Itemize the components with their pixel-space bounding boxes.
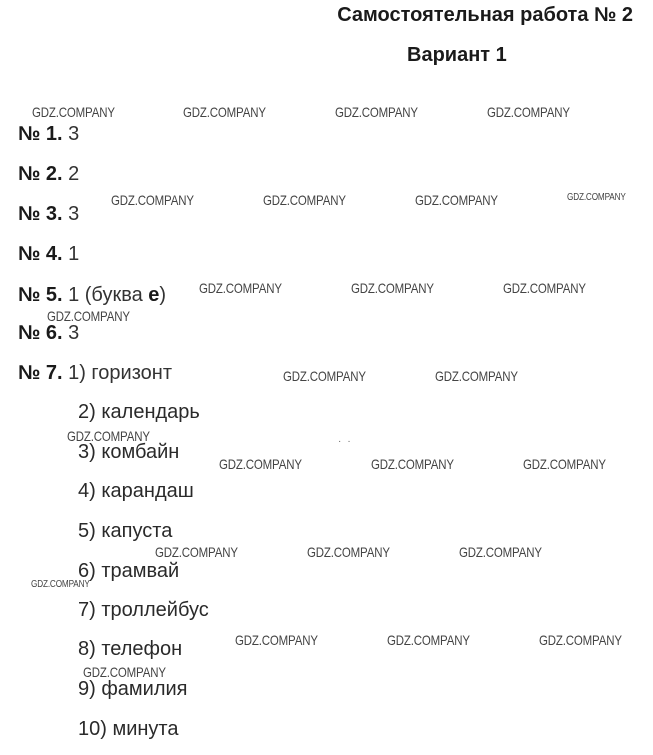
answer-value: 3 xyxy=(68,322,80,344)
watermark: GDZ.COMPANY xyxy=(567,192,626,203)
answer-number: № 2. xyxy=(18,163,63,185)
word-item: 8) телефон xyxy=(78,638,183,660)
watermark: GDZ.COMPANY xyxy=(263,192,346,208)
word-item: 3) комбайн xyxy=(78,441,180,463)
answer-value: 3 xyxy=(68,203,80,225)
watermark: GDZ.COMPANY xyxy=(155,544,238,560)
watermark: GDZ.COMPANY xyxy=(523,456,606,472)
watermark: GDZ.COMPANY xyxy=(83,664,166,680)
page-title: Самостоятельная работа № 2 xyxy=(337,4,633,26)
watermark: GDZ.COMPANY xyxy=(351,280,434,296)
watermark: GDZ.COMPANY xyxy=(219,456,302,472)
watermark: GDZ.COMPANY xyxy=(235,632,318,648)
watermark: GDZ.COMPANY xyxy=(183,104,266,120)
watermark: GDZ.COMPANY xyxy=(415,192,498,208)
answer-2 xyxy=(18,163,79,186)
watermark: GDZ.COMPANY xyxy=(47,308,130,324)
answer-5 xyxy=(18,284,166,307)
answer-number: № 6. xyxy=(18,322,63,344)
answer-number: № 7. xyxy=(18,362,63,384)
word-item: 4) карандаш xyxy=(78,480,194,502)
word-item: 5) капуста xyxy=(78,520,173,542)
word-item: 10) минута xyxy=(78,718,179,740)
watermark: GDZ.COMPANY xyxy=(111,192,194,208)
answer-value: 1 xyxy=(68,243,80,265)
answer-number: № 5. xyxy=(18,284,63,306)
answer-value: 2 xyxy=(68,163,80,185)
watermark: GDZ.COMPANY xyxy=(387,632,470,648)
word-item: 2) календарь xyxy=(78,401,200,423)
watermark: GDZ.COMPANY xyxy=(335,104,418,120)
word-item: 9) фамилия xyxy=(78,678,188,700)
watermark: GDZ.COMPANY xyxy=(539,632,622,648)
watermark: GDZ.COMPANY xyxy=(459,544,542,560)
watermark: GDZ.COMPANY xyxy=(503,280,586,296)
answer-value: 1) горизонт xyxy=(68,362,172,384)
watermark: GDZ.COMPANY xyxy=(435,368,518,384)
variant-title: Вариант 1 xyxy=(407,44,507,66)
answer-1 xyxy=(18,123,79,146)
watermark: GDZ.COMPANY xyxy=(32,104,115,120)
answer-value: 3 xyxy=(68,123,80,145)
watermark: GDZ.COMPANY xyxy=(283,368,366,384)
answer-value-suffix: ) xyxy=(159,284,167,306)
word-item: 7) троллейбус xyxy=(78,599,209,621)
answer-3 xyxy=(18,203,79,226)
answer-7 xyxy=(18,362,172,385)
answer-number: № 1. xyxy=(18,123,63,145)
answer-number: № 4. xyxy=(18,243,63,265)
watermark: GDZ.COMPANY xyxy=(199,280,282,296)
watermark: GDZ.COMPANY xyxy=(67,428,150,444)
watermark: GDZ.COMPANY xyxy=(31,579,90,590)
answer-value-letter: е xyxy=(148,284,160,306)
answer-number: № 3. xyxy=(18,203,63,225)
answer-value-prefix: 1 (буква xyxy=(68,284,149,306)
word-item: 6) трамвай xyxy=(78,560,180,582)
watermark: GDZ.COMPANY xyxy=(307,544,390,560)
watermark: GDZ.COMPANY xyxy=(371,456,454,472)
answer-4 xyxy=(18,243,79,266)
stray-marks: ·· xyxy=(338,436,357,447)
watermark: GDZ.COMPANY xyxy=(487,104,570,120)
answer-6 xyxy=(18,322,79,345)
